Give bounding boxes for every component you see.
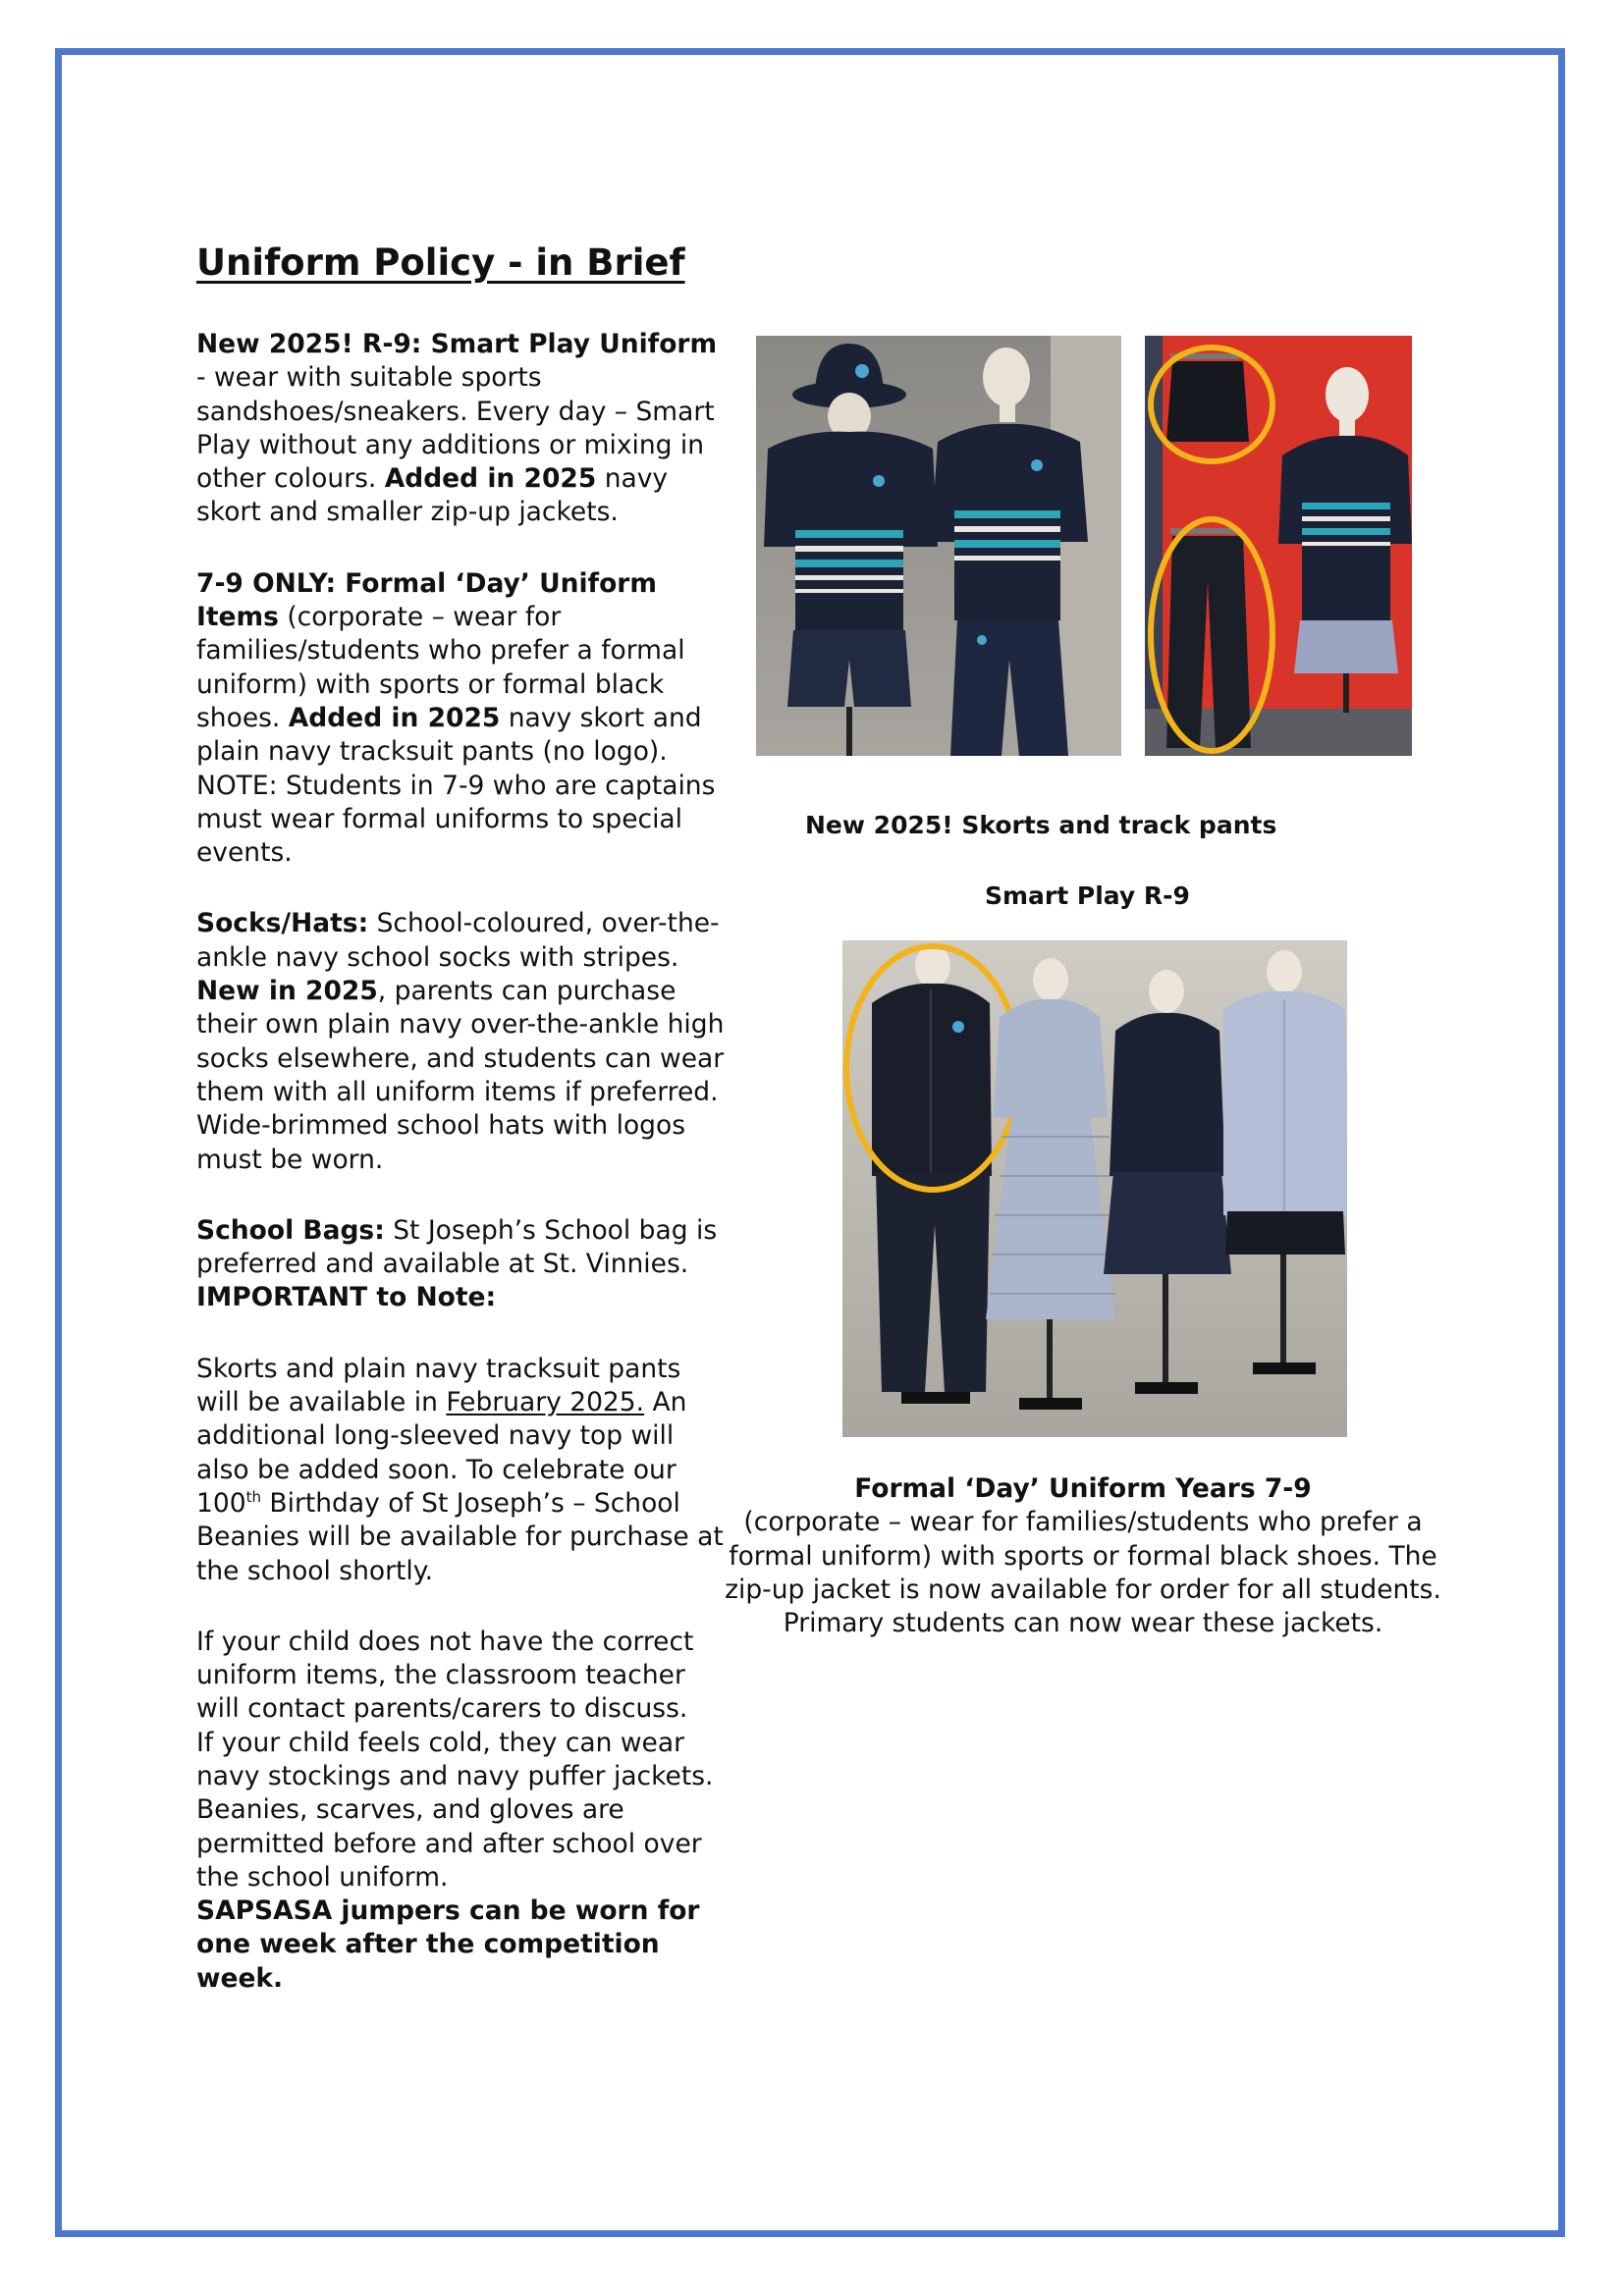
formal-uniform-illustration (842, 940, 1347, 1437)
formal-uniform-caption (725, 1472, 1441, 1640)
skort-trackpants-illustration (1145, 336, 1412, 756)
skort-trackpants-photo (1145, 336, 1412, 756)
page-title: Uniform Policy - in Brief (196, 241, 685, 284)
correct-items-paragraph: If your child does not have the correct uniform items, the classroom teacher will contact parents/carers to discuss. (196, 1626, 694, 1725)
smart-play-uniform-illustration (756, 336, 1121, 756)
policy-text-column (196, 328, 727, 1996)
smart-play-caption: Smart Play R-9 (985, 881, 1190, 910)
skorts-caption: New 2025! Skorts and track pants (805, 811, 1277, 839)
smart-play-uniform-photo (756, 336, 1121, 756)
formal-caption-heading: Formal ‘Day’ Uniform Years 7-9 (854, 1473, 1312, 1504)
formal-items-paragraph: 7-9 ONLY: Formal ‘Day’ Uniform Items (corporate – wear for families/students who prefer a formal uniform) with sports or formal black shoes. Added in 2025 navy skort and plain navy tracksuit pants (no logo). NOTE: Students in 7-9 who are captains must wear formal uniforms to special events. (196, 567, 716, 869)
smart-play-heading: New 2025! R-9: Smart Play Uniform (196, 329, 718, 359)
smart-play-paragraph: New 2025! R-9: Smart Play Uniform - wear with suitable sports sandshoes/sneakers. Every day – Smart Play without any additions or mixing in other colours. Added in 2025 navy skort and smaller zip-up jackets. (196, 329, 718, 528)
formal-caption-body: (corporate – wear for families/students who prefer a formal uniform) with sports or formal black shoes. The zip-up jacket is now available for order for all students. Primary students can now wear these jackets. (725, 1507, 1441, 1639)
socks-hats-paragraph: Socks/Hats: School-coloured, over-the-ankle navy school socks with stripes. New in 2025, parents can purchase their own plain navy over-the-ankle high socks elsewhere, and students can wear them with all uniform items if preferred. Wide-brimmed school hats with logos must be worn. (196, 908, 725, 1175)
school-bags-heading: School Bags: (196, 1214, 385, 1246)
availability-date: February 2025. (446, 1387, 645, 1418)
important-note-heading: IMPORTANT to Note: (196, 1282, 497, 1313)
formal-uniform-photo (842, 940, 1347, 1437)
socks-hats-heading: Socks/Hats: (196, 908, 369, 939)
sapsasa-note: SAPSASA jumpers can be worn for one week after the competition week. (196, 1896, 700, 1994)
skorts-availability-paragraph: Skorts and plain navy tracksuit pants will be available in February 2025. An additional long-sleeved navy top will also be added soon. To celebrate our 100th Birthday of St Joseph’s – School Beanies will be available for purchase at the school shortly. (196, 1353, 724, 1586)
school-bags-paragraph: School Bags: St Joseph’s School bag is preferred and available at St. Vinnies. IMPORTANT to Note: (196, 1214, 718, 1313)
formal-items-heading: 7-9 ONLY: Formal ‘Day’ Uniform Items (196, 567, 657, 633)
cold-weather-paragraph: If your child feels cold, they can wear navy stockings and navy puffer jackets. Beanies, scarves, and gloves are permitted before and after school over the school uniform. SAPSASA jumpers can be worn for one week after the competition week. (196, 1727, 714, 1994)
